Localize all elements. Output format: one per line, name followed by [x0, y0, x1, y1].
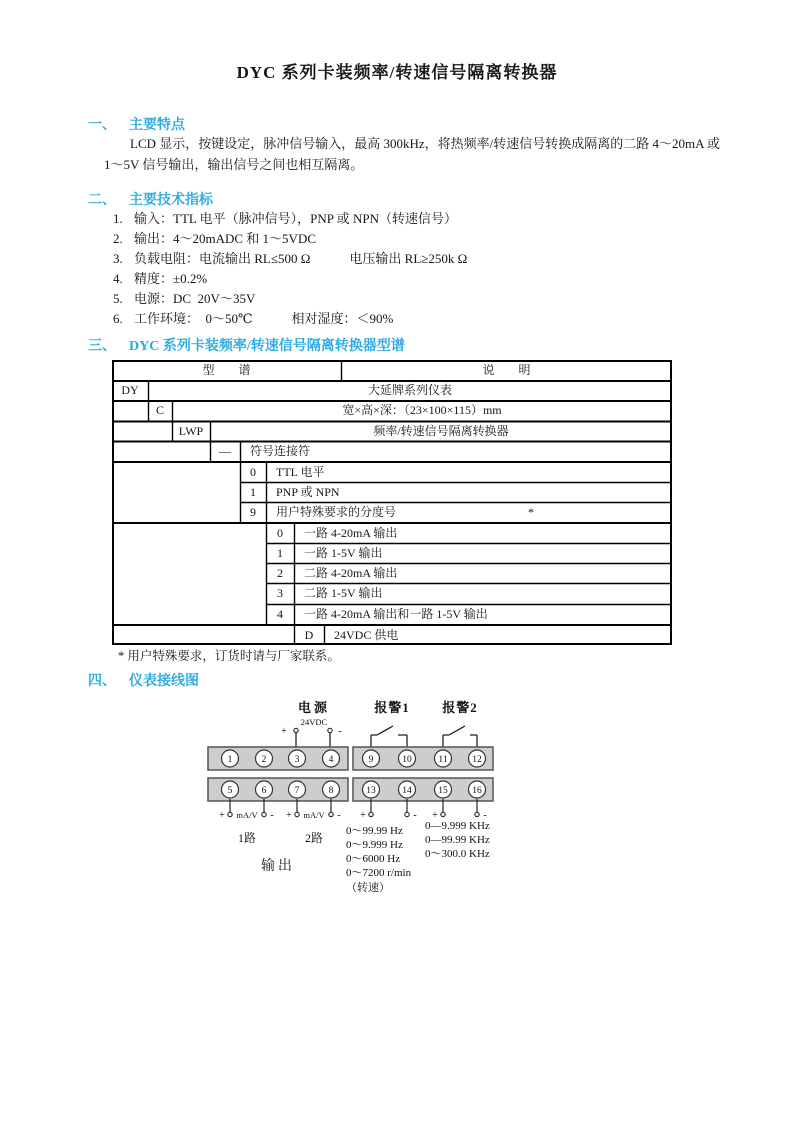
freq-range: 0～99.99 Hz — [346, 825, 403, 837]
section-number: 一、 — [88, 118, 116, 133]
plus-sign: + — [432, 810, 438, 821]
model-code-cell: 1 — [277, 546, 283, 560]
page-title: DYC 系列卡装频率/转速信号隔离转换器 — [236, 63, 558, 82]
freq-range-note: （转速） — [346, 882, 390, 894]
freq-range: 0—99.99 KHz — [425, 834, 490, 846]
model-code-cell: 2 — [277, 566, 283, 580]
model-spectrum-table — [112, 360, 672, 645]
minus-sign: - — [413, 810, 417, 821]
section-heading-features — [88, 114, 185, 134]
wiring-diagram — [180, 695, 520, 915]
freq-range: 0～300.0 KHz — [425, 848, 490, 860]
model-desc-cell: 一路 4-20mA 输出和一路 1-5V 输出 — [304, 607, 488, 621]
freq-range: 0～6000 Hz — [346, 853, 401, 865]
spec-item-text: 电源：DC 20V～35V — [134, 291, 256, 306]
model-desc-cell: 用户特殊要求的分度号 — [276, 505, 397, 519]
model-code-cell: LWP — [178, 424, 204, 438]
section-number: 三、 — [88, 339, 116, 354]
section-heading-wiring — [88, 670, 199, 690]
terminal-number: 12 — [472, 755, 482, 765]
terminal-number: 6 — [261, 786, 267, 796]
spec-item-text: 输出：4～20mADC 和 1～5VDC — [134, 231, 317, 246]
model-desc-cell: 宽×高×深：（23×100×115）mm — [342, 403, 502, 417]
plus-sign: + — [286, 810, 292, 821]
terminal-number: 11 — [438, 755, 448, 765]
power-plus-terminal — [294, 728, 298, 732]
freq-range: 0～7200 r/min — [346, 867, 412, 879]
minus-sign: - — [483, 810, 487, 821]
power-plus-sign: + — [281, 726, 287, 737]
terminal-number: 3 — [294, 755, 300, 765]
plus-sign: + — [219, 810, 225, 821]
model-code-cell: 9 — [250, 505, 256, 519]
table-header-desc: 说 明 — [482, 363, 531, 377]
power-label: 电源 — [297, 700, 331, 715]
spec-item — [113, 311, 393, 327]
model-desc-cell: 一路 1-5V 输出 — [304, 546, 383, 560]
model-code-cell: — — [219, 444, 231, 458]
terminal-number: 2 — [261, 755, 267, 765]
terminal-number: 9 — [368, 755, 374, 765]
model-code-cell: D — [304, 628, 314, 642]
section-label: 仪表接线图 — [129, 674, 199, 689]
section-label: 主要特点 — [129, 118, 185, 133]
spec-item-number: 2. — [113, 231, 123, 246]
terminal-number: 13 — [366, 786, 376, 796]
model-desc-cell: 大延牌系列仪表 — [367, 383, 452, 397]
spec-item — [113, 251, 467, 267]
model-desc-cell: 符号连接符 — [250, 444, 311, 458]
model-code-cell: C — [155, 403, 164, 417]
model-desc-cell: 24VDC 供电 — [334, 628, 399, 642]
model-code-cell: 0 — [250, 465, 256, 479]
alarm1-label: 报警1 — [374, 700, 410, 715]
terminal-number: 16 — [472, 786, 482, 796]
features-paragraph-line2: 1～5V 信号输出，输出信号之间也相互隔离。 — [104, 157, 364, 172]
plus-sign: + — [360, 810, 366, 821]
section-heading-model-table — [88, 335, 405, 355]
spec-item — [113, 211, 457, 227]
spec-item-number: 3. — [113, 251, 123, 266]
model-code-cell: 3 — [277, 586, 283, 600]
section-heading-specs — [88, 189, 213, 209]
output-wire-terminals — [228, 812, 479, 816]
terminal-number: 8 — [328, 786, 334, 796]
section-label: DYC 系列卡装频率/转速信号隔离转换器型谱 — [129, 339, 405, 354]
model-desc-cell: 频率/转速信号隔离转换器 — [373, 424, 509, 438]
minus-sign: - — [337, 810, 341, 821]
minus-sign: - — [270, 810, 274, 821]
model-desc-cell: 二路 4-20mA 输出 — [304, 566, 398, 580]
features-paragraph-line1: LCD 显示，按键设定，脉冲信号输入，最高 300kHz，将热频率/转速信号转换成隔离的二路 4～20mA 或 — [130, 136, 721, 151]
model-desc-cell: 一路 4-20mA 输出 — [304, 526, 398, 540]
spec-item-number: 1. — [113, 211, 123, 226]
spec-item — [113, 271, 207, 287]
terminal-number: 15 — [438, 786, 448, 796]
route1-label: 1路 — [237, 831, 257, 845]
route2-signal-label: mA/V — [303, 810, 325, 820]
route1-signal-label: mA/V — [236, 810, 258, 820]
model-code-cell: 1 — [250, 485, 256, 499]
model-code-cell: DY — [121, 383, 139, 397]
model-desc-cell: PNP 或 NPN — [276, 485, 340, 499]
spec-item-text: 工作环境： 0～50℃ 相对湿度：＜90% — [134, 311, 394, 326]
terminal-number: 7 — [294, 786, 300, 796]
spec-item-text: 精度：±0.2% — [134, 271, 208, 286]
alarm1-contact-switch — [371, 726, 407, 747]
alarm2-contact-switch — [443, 726, 477, 747]
table-footnote: * 用户特殊要求，订货时请与厂家联系。 — [118, 649, 340, 663]
route2-label: 2路 — [304, 831, 324, 845]
spec-item-text: 负载电阻：电流输出 RL≤500 Ω 电压输出 RL≥250k Ω — [134, 251, 468, 266]
model-desc-cell: 二路 1-5V 输出 — [304, 586, 383, 600]
spec-item-number: 4. — [113, 271, 123, 286]
spec-item — [113, 291, 255, 307]
terminal-number: 10 — [402, 755, 412, 765]
spec-item-text: 输入：TTL 电平（脉冲信号），PNP 或 NPN（转速信号） — [134, 211, 457, 226]
terminal-number: 14 — [402, 786, 412, 796]
section-number: 四、 — [88, 674, 116, 689]
freq-range: 0—9.999 KHz — [425, 820, 490, 832]
spec-item-number: 6. — [113, 311, 123, 326]
power-voltage-label: 24VDC — [300, 717, 328, 727]
section-label: 主要技术指标 — [129, 193, 213, 208]
terminal-number: 1 — [227, 755, 233, 765]
table-header-model: 型 谱 — [202, 363, 251, 377]
section-number: 二、 — [88, 193, 116, 208]
model-code-cell: 4 — [277, 607, 283, 621]
spec-item — [113, 231, 316, 247]
freq-range: 0～9.999 Hz — [346, 839, 403, 851]
power-minus-sign: - — [338, 726, 342, 737]
model-desc-star: * — [528, 505, 534, 519]
output-label: 输出 — [261, 859, 295, 874]
terminal-number: 5 — [227, 786, 233, 796]
terminal-number: 4 — [328, 755, 334, 765]
alarm2-label: 报警2 — [442, 700, 478, 715]
model-code-cell: 0 — [277, 526, 283, 540]
power-minus-terminal — [328, 728, 332, 732]
model-desc-cell: TTL 电平 — [276, 465, 325, 479]
spec-item-number: 5. — [113, 291, 123, 306]
